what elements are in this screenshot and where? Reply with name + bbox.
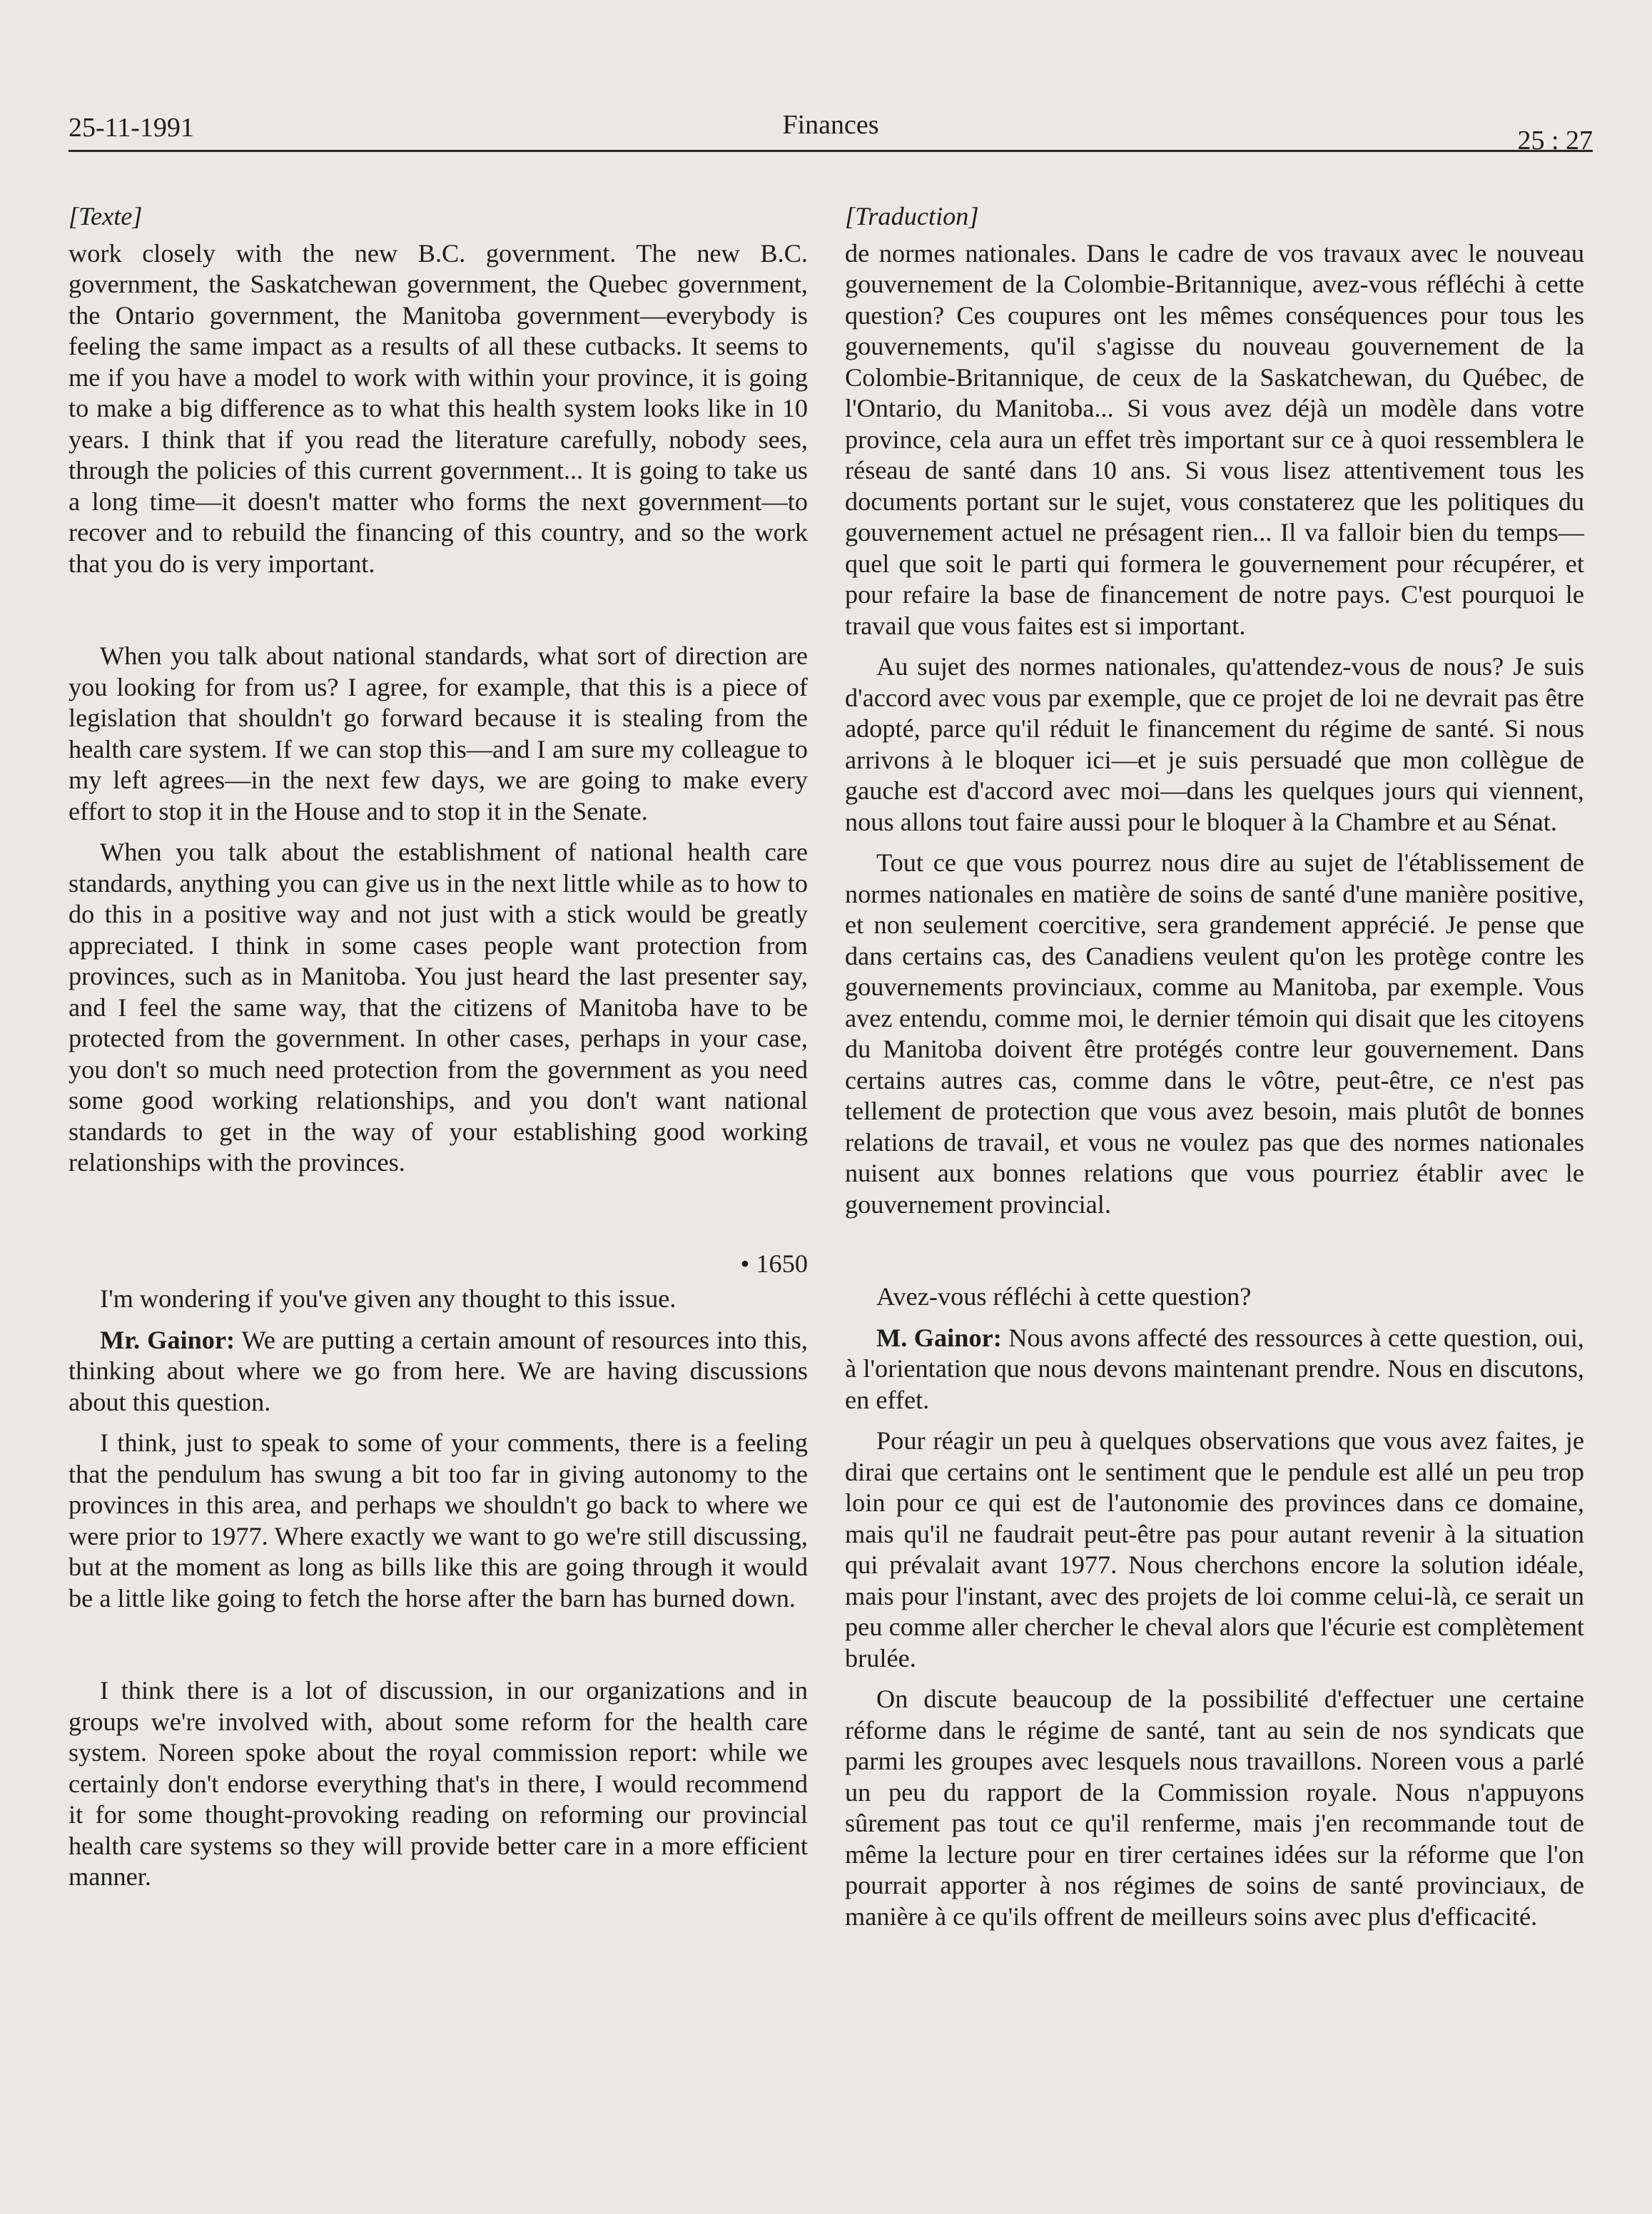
- spacer: [69, 827, 808, 837]
- paragraph: When you talk about national standards, what sort of direction are you looking for from us? I agree, for example, that this is a piece of legislation that shouldn't go forward because it is stealing from the health care system. If we can stop this—and I am sure my colleague to my left agrees—in the next few days, we are going to make every effort to stop it in the House and to stop it in the Senate.: [69, 641, 808, 826]
- french-column: [845, 201, 1584, 1932]
- speaker-name: M. Gainor:: [876, 1323, 1002, 1352]
- spacer: [69, 1315, 808, 1325]
- header-rule: [69, 150, 1593, 152]
- spacer: [845, 1220, 1584, 1281]
- time-marker: • 1650: [740, 1249, 808, 1278]
- spacer: [69, 579, 808, 641]
- spacer: [845, 1313, 1584, 1323]
- paragraph: work closely with the new B.C. government. The new B.C. government, the Saskatchewan government, the Quebec government, the Ontario government, the Manitoba government—everybody is feeling the same impact as a results of all these cutbacks. It seems to me if you have a model to work with within your province, it is going to make a big difference as to what this health system looks like in 10 years. I think that if you read the literature carefully, nobody sees, through the policies of this current government... It is going to take us a long time—it doesn't matter who forms the next government—to recover and to rebuild the financing of this country, and so the work that you do is very important.: [69, 238, 808, 578]
- language-tag: [Texte]: [69, 202, 143, 230]
- spacer: [845, 1416, 1584, 1426]
- spacer: [69, 1614, 808, 1675]
- paragraph: On discute beaucoup de la possibilité d'effectuer une certaine réforme dans le régime de santé, tant au sein de nos syndicats que parmi les groupes avec lesquels nous travaillons. Noreen vous a parlé un peu du rapport de la Commission royale. Nous n'appuyons sûrement pas tout ce qu'il renferme, mais j'en recommande tout de même la lecture pour en tirer certaines idées sur la réforme que l'on pourrait apporter à nos régimes de soins de santé provinciaux, de manière à ce qu'ils offrent de meilleurs soins avec plus d'efficacité.: [845, 1685, 1584, 1931]
- paragraph: Tout ce que vous pourrez nous dire au sujet de l'établissement de normes nationales en matière de soins de santé d'une manière positive, et non seulement coercitive, sera grandement apprécié. Je pense que dans certains cas, des Canadiens veulent qu'on les protège contre les gouvernements provinciaux, comme au Manitoba, par exemple. Vous avez entendu, comme moi, le dernier témoin qui disait que les citoyens du Manitoba doivent être protégés contre leur gouvernement. Dans certains autres cas, comme dans le vôtre, peut-être, ce n'est pas tellement de protection que vous avez besoin, mais plutôt de bonnes relations de travail, et vous ne voulez pas que des normes nationales nuisent aux bonnes relations que vous pourriez établir avec le gouvernement provincial.: [845, 848, 1584, 1219]
- speaker-text: Nous avons affecté des ressources à cette question, oui, à l'orientation que nous devons maintenant prendre. Nous en discutons, en effet.: [845, 1323, 1584, 1414]
- header-date: 25-11-1991: [69, 113, 194, 143]
- paragraph: I think there is a lot of discussion, in our organizations and in groups we're involved with, about some reform for the health care system. Noreen spoke about the royal commission report: while we certainly don't endorse everything that's in there, I would recommend it for some thought-provoking reading on reforming our provincial health care systems so they will provide better care in a more efficient manner.: [69, 1676, 808, 1891]
- speaker-text: We are putting a certain amount of resources into this, thinking about where we go from here. We are having discussions about this question.: [69, 1325, 808, 1416]
- spacer: [845, 641, 1584, 651]
- paragraph: When you talk about the establishment of national health care standards, anything you can give us in the next little while as to how to do this in a positive way and not just with a stick would be greatly appreciated. I think in some cases people want protection from provinces, such as in Manitoba. You just heard the last presenter say, and I feel the same way, that the citizens of Manitoba have to be protected from the government. In other cases, perhaps in your case, you don't so much need protection from the government as you need some good working relationships, and you don't want national standards to get in the way of your establishing good working relationships with the provinces.: [69, 838, 808, 1177]
- paragraph: Au sujet des normes nationales, qu'attendez-vous de nous? Je suis d'accord avec vous par exemple, que ce projet de loi ne devrait pas être adopté, parce qu'il réduit le financement du régime de santé. Si nous arrivons à le bloquer ici—et je suis persuadé que mon collègue de gauche est d'accord avec moi—dans les quelques jours qui viennent, nous allons tout faire aussi pour le bloquer à la Chambre et au Sénat.: [845, 652, 1584, 836]
- spacer: [69, 1418, 808, 1428]
- paragraph: I think, just to speak to some of your comments, there is a feeling that the pendulum has swung a bit too far in giving autonomy to the provinces in this area, and perhaps we shouldn't go back to where we were prior to 1977. Where exactly we want to go we're still discussing, but at the moment as long as bills like this are going through it would be a little like going to fetch the horse after the barn has burned down.: [69, 1428, 808, 1613]
- language-tag: [Traduction]: [845, 202, 979, 230]
- speaker-name: Mr. Gainor:: [100, 1325, 235, 1354]
- header-page-number: 25 : 27: [1517, 126, 1593, 156]
- spacer: [845, 838, 1584, 848]
- paragraph: de normes nationales. Dans le cadre de vos travaux avec le nouveau gouvernement de la Colombie-Britannique, avez-vous réfléchi à cette question? Ces coupures ont les mêmes conséquences pour tous les gouvernements, qu'il s'agisse du nouveau gouvernement de la Colombie-Britannique, de ceux de la Saskatchewan, du Québec, de l'Ontario, du Manitoba... Si vous avez déjà un modèle dans votre province, cela aura un effet très important sur ce à quoi ressemblera le réseau de santé dans 10 ans. Si vous lisez attentivement tous les documents portant sur le sujet, vous constaterez que les politiques du gouvernement actuel ne présagent rien... Il va falloir bien du temps—quel que soit le parti qui formera le gouvernement pour récupérer, et pour refaire la base de financement de notre pays. C'est pourquoi le travail que vous faites est si important.: [845, 238, 1584, 640]
- speaker-paragraph: [845, 1323, 1584, 1416]
- paragraph: I'm wondering if you've given any thought to this issue.: [100, 1284, 676, 1313]
- header-title: Finances: [782, 110, 879, 140]
- speaker-paragraph: [69, 1325, 808, 1418]
- page-header: [69, 106, 1593, 154]
- spacer: [845, 1674, 1584, 1684]
- paragraph: Pour réagir un peu à quelques observations que vous avez faites, je dirai que certains ont le sentiment que le pendule est allé un peu trop loin pour ce qui est de l'autonomie des provinces dans ce domaine, mais qu'il ne faudrait peut-être pas pour autant revenir à la situation qui prévalait avant 1977. Nous cherchons encore la solution idéale, mais pour l'instant, avec des projets de loi comme celui-là, ce serait un peu comme aller chercher le cheval alors que l'écurie est complètement brulée.: [845, 1426, 1584, 1672]
- spacer: [69, 1179, 808, 1240]
- paragraph: Avez-vous réfléchi à cette question?: [876, 1282, 1252, 1311]
- english-column: [69, 201, 808, 1893]
